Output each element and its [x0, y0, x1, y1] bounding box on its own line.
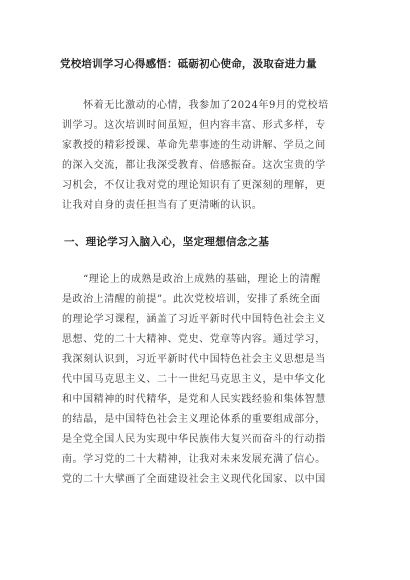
paragraph-line: 习机会，不仅让我对党的理论知识有了更深刻的理解，更 [62, 180, 326, 191]
document-title: 党校培训学习心得感悟：砥砺初心使命，汲取奋进力量 [60, 58, 317, 70]
paragraph-line: 代中国马克思主义、二十一世纪马克思主义，是中华文化 [62, 374, 326, 385]
paragraph-line: 家教授的精彩授课、革命先辈事迹的生动讲解、学员之间 [62, 140, 326, 151]
paragraph-line: 思想、党的二十大精神、党史、党章等内容。通过学习， [62, 334, 326, 345]
paragraph-line: 怀着无比激动的心情，我参加了2024年9月的党校培 [62, 100, 329, 111]
paragraph-line: “理论上的成熟是政治上成熟的基础，理论上的清醒 [62, 274, 321, 285]
paragraph-line: 的深入交流，都让我深受教育、倍感振奋。这次宝贵的学 [62, 160, 326, 171]
paragraph-line: 是政治上清醒的前提”。此次党校培训，安排了系统全面 [62, 294, 321, 305]
paragraph-line: 我深刻认识到，习近平新时代中国特色社会主义思想是当 [62, 354, 326, 365]
paragraph-line: 党的二十大擘画了全面建设社会主义现代化国家、以中国 [62, 474, 326, 485]
paragraph-line: 和中国精神的时代精华，是党和人民实践经验和集体智慧 [62, 394, 326, 405]
paragraph-line: 南。学习党的二十大精神，让我对未来发展充满了信心。 [62, 454, 326, 465]
section-paragraph [62, 270, 350, 490]
paragraph-line: 的理论学习课程，涵盖了习近平新时代中国特色社会主义 [62, 314, 326, 325]
paragraph-line: 让我对自身的责任担当有了更清晰的认识。 [62, 200, 263, 211]
paragraph-line: 的结晶，是中国特色社会主义理论体系的重要组成部分， [62, 414, 326, 425]
section-heading: 一、理论学习入脑入心，坚定理想信念之基 [64, 236, 270, 248]
paragraph-line: 是全党全国人民为实现中华民族伟大复兴而奋斗的行动指 [62, 434, 326, 445]
intro-paragraph [62, 96, 350, 216]
paragraph-line: 训学习。这次培训时间虽短，但内容丰富、形式多样，专 [62, 120, 326, 131]
